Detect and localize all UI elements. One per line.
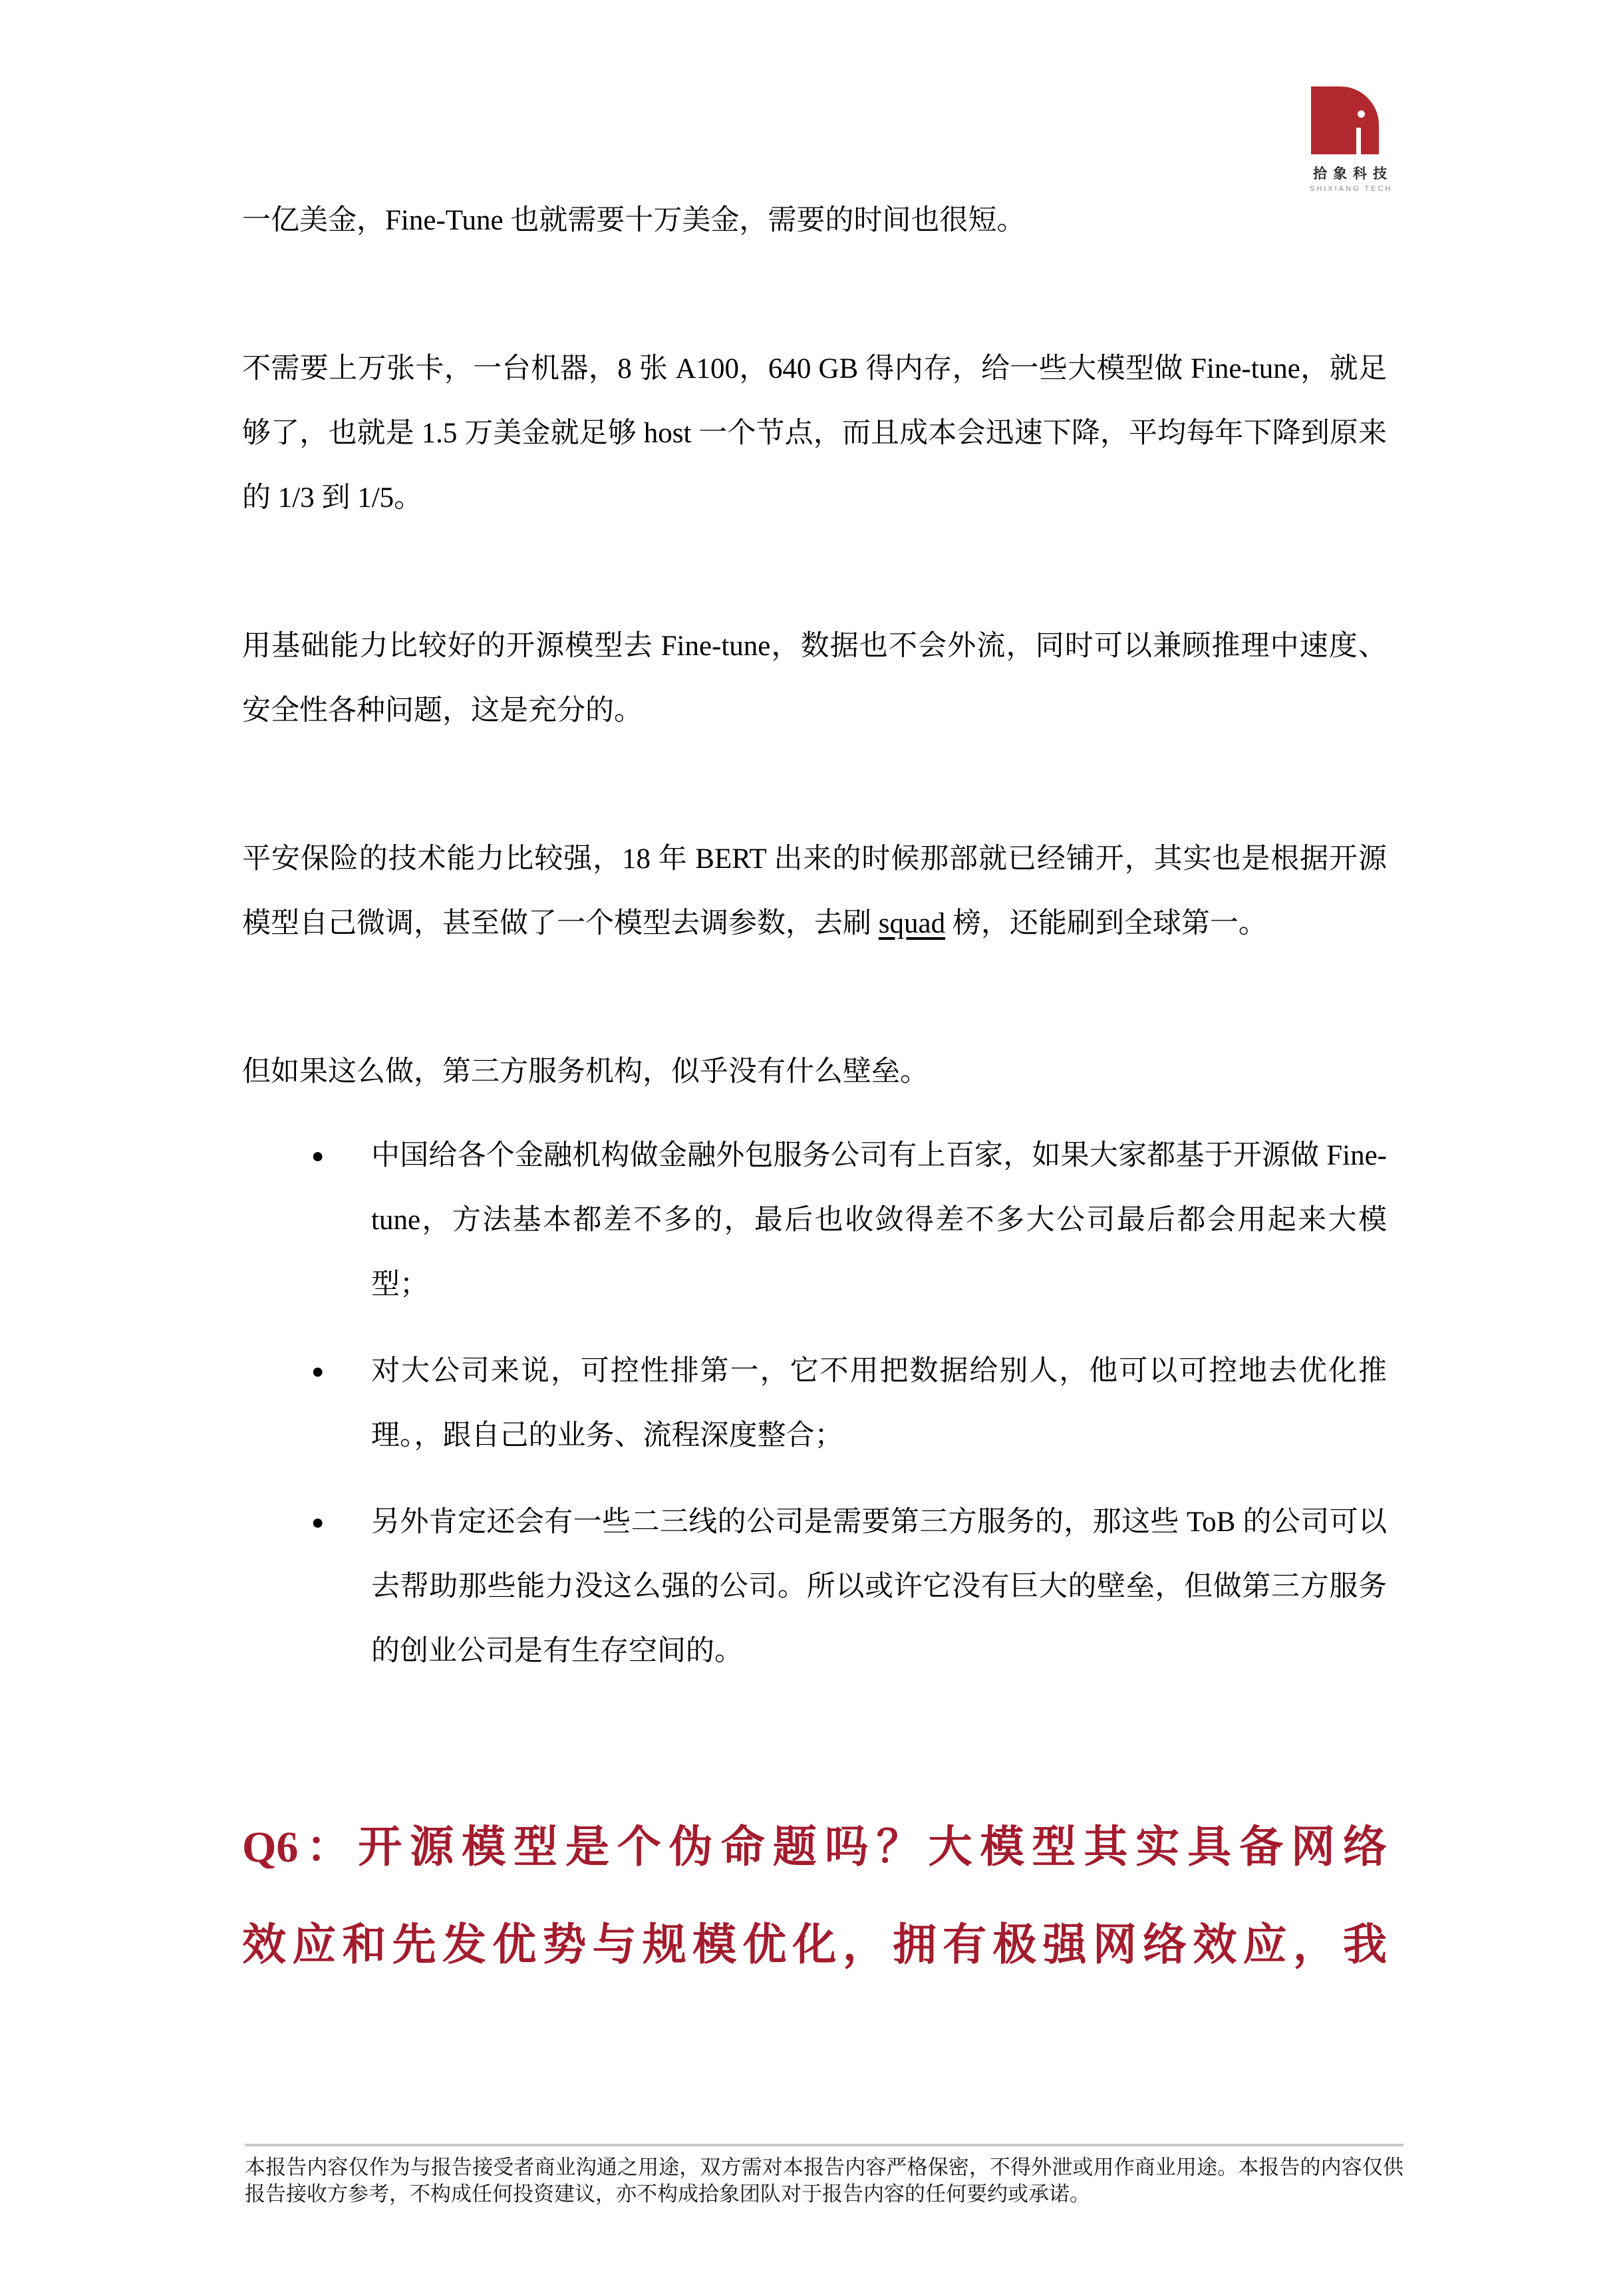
paragraph: 不需要上万张卡，一台机器，8 张 A100，640 GB 得内存，给一些大模型做 Fine-tune，就足够了，也就是 1.5 万美金就足够 host 一个节点，而且成本会迅速下降，平均每年下降到原来的 1/3 到 1/5。	[242, 353, 1387, 513]
paragraph: 用基础能力比较好的开源模型去 Fine-tune，数据也不会外流，同时可以兼顾推理中速度、安全性各种问题，这是充分的。	[242, 631, 1387, 726]
paragraph	[242, 827, 1387, 956]
bullet-list	[242, 1123, 1387, 1683]
bullet-icon: ●	[311, 1359, 325, 1383]
list-item	[311, 1123, 1387, 1317]
list-item-text: 中国给各个金融机构做金融外包服务公司有上百家，如果大家都基于开源做 Fine-tune，方法基本都差不多的，最后也收敛得差不多大公司最后都会用起来大模型；	[371, 1140, 1387, 1300]
list-item-text: 对大公司来说，可控性排第一，它不用把数据给别人，他可以可控地去优化推理。，跟自己的业务、流程深度整合；	[371, 1356, 1387, 1451]
elephant-logo-icon	[1311, 86, 1379, 154]
list-item	[311, 1339, 1387, 1468]
page-footer	[245, 2144, 1403, 2208]
company-logo	[1308, 86, 1393, 193]
heading-line: 效应和先发优势与规模优化，拥有极强网络效应，我	[242, 1921, 1387, 1969]
list-item-text: 另外肯定还会有一些二三线的公司是需要第三方服务的，那这些 ToB 的公司可以去帮助那些能力没这么强的公司。所以或许它没有巨大的壁垒，但做第三方服务的创业公司是有生存空间的。	[371, 1507, 1387, 1667]
paragraph: 但如果这么做，第三方服务机构，似乎没有什么壁垒。	[242, 1056, 929, 1087]
paragraph: 一亿美金，Fine-Tune 也就需要十万美金，需要的时间也很短。	[242, 205, 1026, 236]
bullet-icon: ●	[311, 1143, 325, 1167]
paragraph-text: 榜，还能刷到全球第一。	[945, 908, 1267, 939]
company-name-cn: 拾象科技	[1313, 166, 1393, 182]
paragraph-text: 平安保险的技术能力比较强，18 年 BERT 出来的时候那部就已经铺开，其实也是根据开源模型自己微调，甚至做了一个模型去调参数，去刷	[242, 843, 1387, 939]
heading-line: Q6：开源模型是个伪命题吗？大模型其实具备网络	[242, 1823, 1387, 1872]
company-name-en: SHIXIANG TECH	[1310, 185, 1393, 193]
logo-eye-dot	[1358, 110, 1365, 118]
list-item	[311, 1490, 1387, 1683]
section-heading-q6	[242, 1798, 1387, 1994]
logo-trunk-line	[1356, 128, 1361, 154]
document-body	[242, 188, 1387, 1994]
disclaimer-text: 本报告内容仅作为与报告接受者商业沟通之用途，双方需对本报告内容严格保密，不得外泄或用作商业用途。本报告的内容仅供报告接收方参考，不构成任何投资建议，亦不构成拾象团队对于报告内容的任何要约或承诺。	[245, 2156, 1403, 2206]
bullet-icon: ●	[311, 1510, 325, 1534]
squad-underlined-text: squad	[878, 908, 946, 939]
